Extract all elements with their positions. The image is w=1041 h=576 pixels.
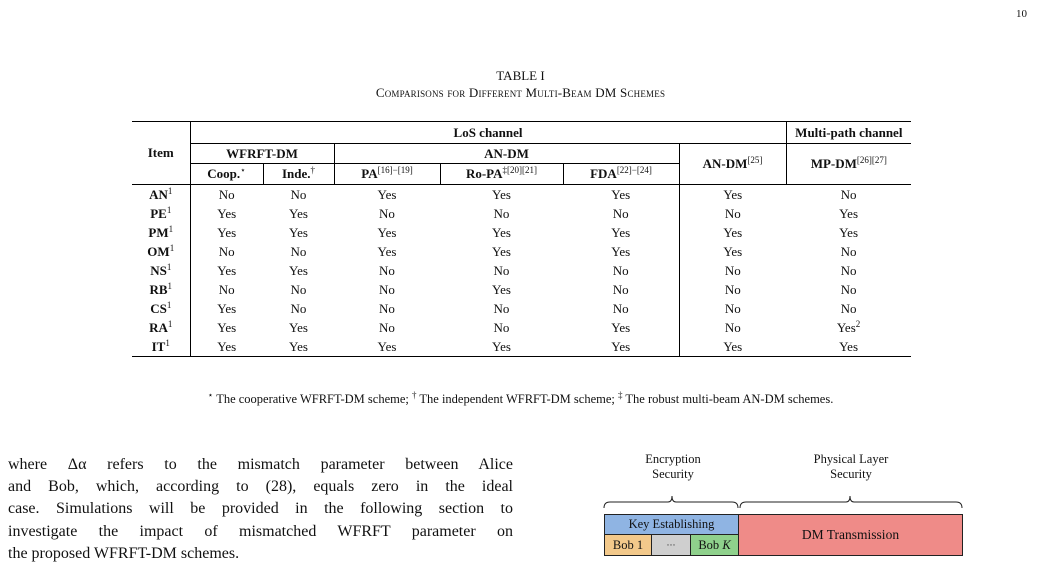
table-cell: Yes bbox=[377, 243, 397, 259]
table-cell: No bbox=[840, 281, 857, 297]
table-row bbox=[132, 204, 911, 223]
table-row bbox=[132, 318, 911, 337]
table-cell: No bbox=[290, 281, 307, 297]
table-cell: Yes bbox=[289, 224, 308, 240]
table-cell: Yes bbox=[679, 223, 786, 242]
row-item-label: $PM^1$ bbox=[148, 223, 174, 240]
dots-box: ··· bbox=[651, 534, 691, 556]
row-item-label: $PE^1$ bbox=[150, 204, 172, 221]
table-cell: No bbox=[190, 242, 263, 261]
table-cell: No bbox=[190, 185, 263, 205]
table-cell: No bbox=[379, 281, 395, 297]
table-row bbox=[132, 299, 911, 318]
table-cell: No bbox=[379, 262, 395, 278]
table-row bbox=[132, 185, 911, 205]
page-number: 10 bbox=[1016, 8, 1027, 20]
table-cell: Yes bbox=[611, 319, 631, 335]
table-row bbox=[132, 261, 911, 280]
table-title: Comparisons for Different Multi-Beam DM Schemes bbox=[375, 85, 666, 100]
table-cell: No bbox=[612, 300, 629, 316]
table-cell: No bbox=[679, 299, 786, 318]
header-coop: Coop.⋆ bbox=[190, 164, 263, 185]
row-item-label: $RA^1$ bbox=[149, 318, 173, 335]
table-cell: Yes bbox=[377, 224, 397, 240]
row-item-label: $OM^1$ bbox=[147, 242, 175, 259]
table-row bbox=[132, 223, 911, 242]
table-cell: Yes bbox=[492, 224, 511, 240]
table-cell: No bbox=[379, 205, 395, 221]
comparison-table bbox=[132, 121, 911, 357]
table-footnote: ⋆ The cooperative WFRFT-DM scheme; † The independent WFRFT-DM scheme; ‡ The robust multi-beam AN-DM schemes. bbox=[207, 390, 834, 406]
brace-marks bbox=[600, 484, 970, 514]
table-cell: Yes bbox=[377, 186, 397, 202]
table-cell: No bbox=[379, 319, 395, 335]
table-cell: No bbox=[679, 261, 786, 280]
table-cell: No bbox=[840, 186, 857, 202]
table-cell: Yes bbox=[190, 299, 263, 318]
encryption-security-label: Encryption Security bbox=[645, 452, 701, 481]
table-cell: No bbox=[679, 318, 786, 337]
table-cell: No bbox=[840, 243, 857, 259]
body-line: case. Simulations will be provided in the following section to bbox=[8, 500, 513, 518]
table-cell: Yes bbox=[679, 185, 786, 205]
table-cell: Yes bbox=[190, 223, 263, 242]
table-cell: Yes bbox=[190, 318, 263, 337]
table-row bbox=[132, 337, 911, 357]
table-cell: No bbox=[190, 280, 263, 299]
header-an-dm-multipath: AN-DM[25] bbox=[679, 144, 786, 185]
table-cell: No bbox=[840, 262, 857, 278]
header-ro-pa: $Ro-PA^{\ddagger[20][21]}$ bbox=[440, 164, 563, 185]
table-cell: No bbox=[679, 280, 786, 299]
table-cell: Yes bbox=[289, 262, 308, 278]
right-brace bbox=[740, 496, 962, 508]
body-line: and Bob, which, according to (28), equals zero in the ideal bbox=[8, 478, 513, 496]
header-an-dm-group: AN-DM bbox=[334, 144, 679, 164]
table-cell: Yes bbox=[440, 337, 563, 357]
table-cell: Yes bbox=[679, 337, 786, 357]
row-item-label: $NS^1$ bbox=[150, 261, 172, 278]
table-cell: Yes bbox=[492, 281, 511, 297]
physical-layer-security-label: Physical Layer Security bbox=[813, 452, 889, 481]
header-multipath-channel: Multi-path channel bbox=[786, 122, 911, 144]
table-cell: Yes bbox=[190, 337, 263, 357]
row-item-label: $IT^1$ bbox=[132, 337, 190, 357]
row-item-label: $AN^1$ bbox=[149, 185, 173, 202]
body-paragraph bbox=[8, 454, 513, 565]
security-diagram bbox=[600, 446, 970, 566]
table-cell: Yes bbox=[492, 243, 511, 259]
table-cell: No bbox=[840, 300, 857, 316]
table-cell: No bbox=[379, 300, 395, 316]
table-cell: Yes bbox=[334, 337, 440, 357]
dm-transmission-box: DM Transmission bbox=[738, 514, 963, 556]
table-cell: No bbox=[493, 262, 510, 278]
table-cell: Yes bbox=[289, 319, 308, 335]
key-establishing-box: Key Establishing bbox=[604, 514, 739, 535]
header-fda: FDA[22]−[24] bbox=[563, 164, 679, 185]
table-cell: Yes bbox=[786, 337, 911, 357]
table-cell: Yes bbox=[839, 205, 859, 221]
table-cell: No bbox=[679, 204, 786, 223]
table-cell: No bbox=[493, 205, 510, 221]
header-inde: Inde.† bbox=[263, 164, 334, 185]
table-cell: Yes bbox=[611, 186, 631, 202]
table-cell: Yes bbox=[289, 205, 308, 221]
row-item-label: $RB^1$ bbox=[149, 280, 173, 297]
table-row bbox=[132, 280, 911, 299]
table-cell: Yes$^2$ bbox=[836, 318, 861, 335]
table-cell: Yes bbox=[611, 224, 631, 240]
table-cell: Yes bbox=[611, 243, 631, 259]
body-line: investigate the impact of mismatched WFRFT parameter on bbox=[8, 522, 513, 540]
table-cell: Yes bbox=[190, 204, 263, 223]
table-label: TABLE I bbox=[496, 68, 545, 83]
table-row bbox=[132, 242, 911, 261]
body-line: the proposed WFRFT-DM schemes. bbox=[8, 544, 240, 562]
table-cell: Yes bbox=[679, 242, 786, 261]
body-line: where Δα refers to the mismatch parameter between Alice bbox=[8, 456, 513, 473]
table-cell: No bbox=[290, 243, 307, 259]
header-pa: PA[16]−[19] bbox=[334, 164, 440, 185]
table-cell: No bbox=[493, 319, 510, 335]
header-item: Item bbox=[132, 122, 190, 185]
table-cell: Yes bbox=[839, 224, 859, 240]
left-brace bbox=[604, 496, 738, 508]
table-cell: Yes bbox=[263, 337, 334, 357]
table-cell: No bbox=[612, 205, 629, 221]
header-wfrft-dm: WFRFT-DM bbox=[190, 144, 334, 164]
table-cell: No bbox=[290, 186, 307, 202]
table-cell: No bbox=[493, 300, 510, 316]
bob-k-box: Bob K bbox=[690, 534, 739, 556]
bob-1-box: Bob 1 bbox=[604, 534, 652, 556]
row-item-label: $CS^1$ bbox=[150, 299, 172, 316]
table-cell: Yes bbox=[492, 186, 511, 202]
table-cell: No bbox=[612, 281, 629, 297]
table-cell: No bbox=[290, 300, 307, 316]
table-cell: Yes bbox=[190, 261, 263, 280]
table-cell: No bbox=[612, 262, 629, 278]
header-mp-dm: MP-DM[26][27] bbox=[786, 144, 911, 185]
header-los-channel: LoS channel bbox=[190, 122, 786, 144]
table-cell: Yes bbox=[563, 337, 679, 357]
